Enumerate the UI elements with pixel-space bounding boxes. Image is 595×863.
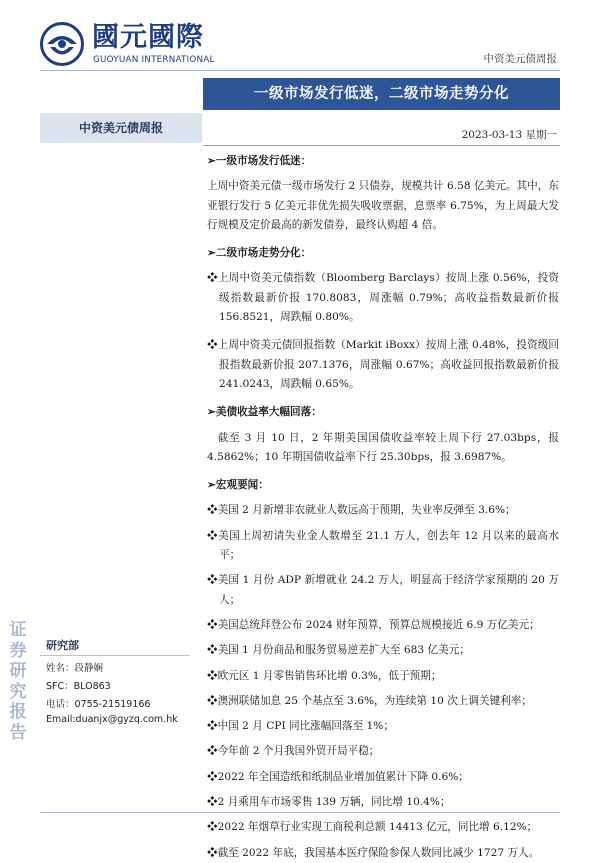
section-heading-treasury: ➢美债收益率大幅回落： [207, 406, 322, 419]
macro-bullet: ❖美国 2 月新增非农就业人数远高于预期，失业率反弹至 3.6%； [207, 504, 516, 517]
report-date: 2023-03-13 星期一 [461, 129, 557, 141]
vertical-label-char: 告 [9, 722, 27, 743]
section-heading-macro: ➢宏观要闻： [207, 479, 269, 492]
macro-bullet: ❖美国 1 月份 ADP 新增就业 24.2 万人，明显高于经济学家预期的 20 万人； [207, 574, 559, 606]
primary-market-paragraph: 上周中资美元债一级市场发行 2 只债券，规模共计 6.58 亿美元。其中，东亚银行发行 5 亿美元非优先损失吸收票据，息票率 6.75%，为上周最大发行规模及定价最高的新发债券，最终认购超 4 倍。 [207, 180, 559, 231]
secondary-bullet-2: ❖上周中资美元债回报指数（Markit iBoxx）按周上涨 0.48%，投资级回报指数最新价报 207.1376，周涨幅 0.67%；高收益回报指数最新价报 241.0243，周跌幅 0.65%。 [207, 339, 559, 390]
section-heading-primary: ➢一级市场发行低迷： [207, 155, 312, 167]
report-type-tab-label: 中资美元债周报 [78, 121, 163, 135]
secondary-bullet-1: ❖上周中资美元债指数（Bloomberg Barclays）按周上涨 0.56%，投资级指数最新价报 170.8083，周涨幅 0.79%；高收益指数最新价报 156.8521，周跌幅 0.80%。 [207, 272, 559, 324]
analyst-sfc: SFC：BLO863 [46, 681, 111, 692]
macro-bullet: ❖今年前 2 个月我国外贸开局平稳； [207, 745, 380, 758]
logo-cn-text: 國元國際 [92, 22, 204, 53]
macro-bullet: ❖美国上周初请失业金人数增至 21.1 万人，创去年 12 月以来的最高水平； [207, 529, 559, 562]
macro-bullet: ❖澳洲联储加息 25 个基点至 3.6%，为连续第 10 次上调关键利率； [207, 694, 532, 707]
macro-bullet: ❖美国 1 月份商品和服务贸易逆差扩大至 683 亿美元； [207, 644, 470, 657]
section-heading-secondary: ➢二级市场走势分化： [207, 247, 312, 260]
analyst-name: 姓名：段静娴 [46, 663, 104, 674]
date-divider [203, 145, 560, 146]
analyst-phone: 电话：0755-21519166 [46, 699, 151, 710]
treasury-paragraph: 截至 3 月 10 日，2 年期美国国债收益率较上周下行 27.03bps，报 4.5862%；10 年期国债收益率下行 25.30bps，报 3.6987%。 [207, 431, 559, 463]
vertical-label-char: 券 [9, 640, 27, 661]
vertical-report-label [4, 620, 32, 743]
macro-bullet: ❖中国 2 月 CPI 同比涨幅回落至 1%； [207, 720, 394, 733]
logo-en-text: GUOYUAN INTERNATIONAL [93, 55, 215, 65]
research-dept-label: 研究部 [46, 639, 79, 652]
vertical-label-char: 证 [9, 620, 27, 640]
report-type-header: 中资美元债周报 [483, 53, 557, 65]
macro-bullet: ❖美国总统拜登公布 2024 财年预算，预算总规模接近 6.9 万亿美元； [207, 618, 540, 631]
sidebar-divider [40, 655, 190, 656]
report-title: 一级市场发行低迷，二级市场走势分化 [254, 85, 509, 102]
macro-bullet: ❖2 月乘用车市场零售 139 万辆，同比增 10.4%； [207, 796, 451, 809]
macro-bullet: ❖欧元区 1 月零售销售环比增 0.3%，低于预期； [207, 669, 442, 682]
vertical-label-char: 究 [9, 681, 27, 702]
report-body [207, 152, 559, 863]
footer-divider [40, 812, 560, 813]
guoyuan-logo-icon [40, 22, 84, 66]
macro-bullet: ❖截至 2022 年底，我国基本医疗保险参保人数同比减少 1727 万人。 [207, 846, 540, 859]
macro-bullet: ❖2022 年全国造纸和纸制品业增加值累计下降 0.6%； [207, 770, 469, 783]
header-divider [40, 70, 560, 71]
macro-bullet: ❖2022 年烟草行业实现工商税利总额 14413 亿元，同比增 6.12%； [207, 821, 538, 834]
vertical-label-char: 报 [9, 702, 27, 722]
analyst-email: Email:duanjx@gyzq.com.hk [46, 714, 178, 725]
vertical-label-char: 研 [9, 661, 27, 681]
